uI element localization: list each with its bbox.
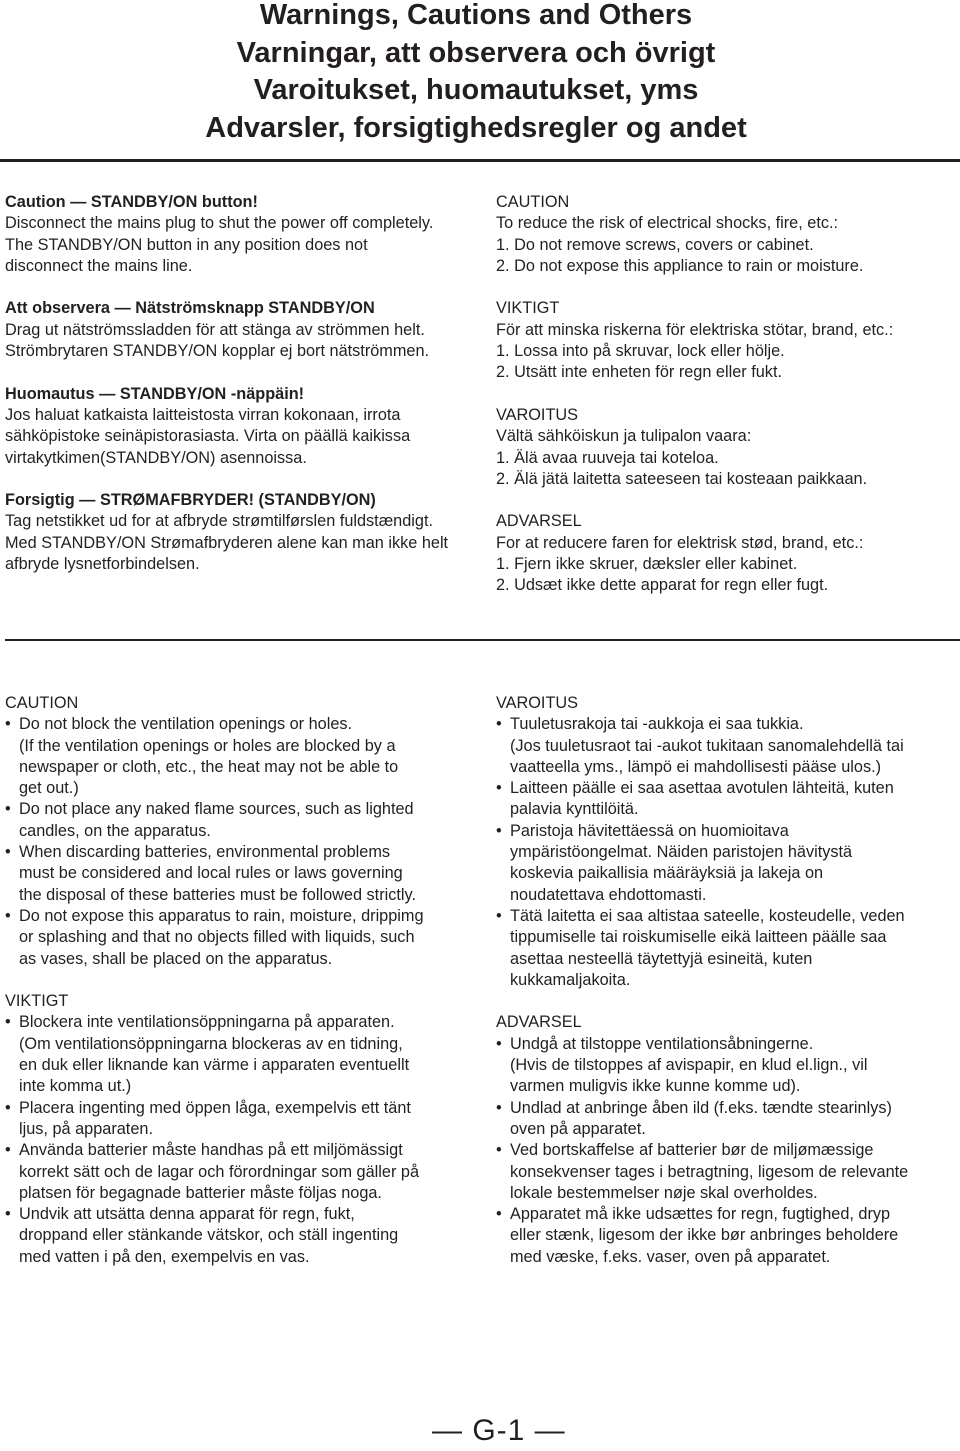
caution-line: Vältä sähköiskun ja tulipalon vaara: (496, 427, 752, 446)
bullet-line: korrekt sätt och de lagar och förordningar som gäller på (19, 1162, 420, 1181)
caution-line: 2. Älä jätä laitetta sateeseen tai kosteaan paikkaan. (496, 469, 868, 488)
bullet-line: vaatteella yms., lämpö ei mahdollisesti pääse ulos.) (510, 757, 882, 776)
caution-line: To reduce the risk of electrical shocks, fire, etc.: (496, 214, 839, 233)
bullet-line: as vases, shall be placed on the apparatus. (19, 949, 333, 968)
bullet-line: ljus, på apparaten. (19, 1119, 153, 1138)
bullet-line: Paristoja hävitettäessä on huomioitava (510, 821, 789, 840)
list-item (496, 906, 956, 991)
notice-heading: Forsigtig — STRØMAFBRYDER! (STANDBY/ON) (5, 491, 376, 510)
bullet-line: palavia kynttilöitä. (510, 800, 639, 819)
ventilation-caution-swedish (5, 991, 475, 1268)
bullet-line: asettaa nesteellä täytettyjä esineitä, kuten (510, 949, 813, 968)
bullet-line: konsekvenser tages i betragtning, ligesom de relevante (510, 1162, 909, 1181)
caution-heading: CAUTION (5, 694, 79, 712)
list-item (496, 1098, 956, 1141)
caution-bullet-list (5, 1012, 475, 1268)
bullet-icon: • (496, 906, 502, 925)
list-item (5, 906, 475, 970)
bullet-line: kukkamaljakoita. (510, 970, 631, 989)
header-divider (0, 159, 960, 162)
list-item (5, 842, 475, 906)
standby-notice-swedish (5, 298, 475, 362)
page-header (0, 0, 960, 151)
bullet-line: Do not place any naked flame sources, such as lighted (19, 800, 414, 819)
bullet-line: Tuuletusrakoja tai -aukkoja ei saa tukkia. (510, 715, 804, 734)
page-title-english: Warnings, Cautions and Others (259, 0, 693, 31)
list-item (5, 1204, 475, 1268)
notice-heading: Caution — STANDBY/ON button! (5, 193, 258, 211)
bullet-icon: • (496, 1098, 502, 1117)
list-item (5, 1098, 475, 1141)
bullet-line: (Jos tuuletusraot tai -aukot tukitaan sanomalehdellä tai (510, 736, 904, 755)
caution-finnish (496, 405, 956, 490)
ventilation-caution-danish (496, 1012, 956, 1268)
bullet-icon: • (496, 821, 502, 840)
bullet-line: newspaper or cloth, etc., the heat may not be able to (19, 757, 399, 776)
caution-heading: CAUTION (496, 193, 570, 211)
bullet-line: Do not block the ventilation openings or holes. (19, 715, 353, 734)
bullet-line: med væske, f.eks. vaser, oven på apparatet. (510, 1247, 831, 1266)
caution-heading: VAROITUS (496, 694, 579, 712)
caution-line: For at reducere faren for elektrisk stød, brand, etc.: (496, 533, 864, 552)
notice-body: Tag netstikket ud for at afbryde strømtilførslen fuldstændigt. Med STANDBY/ON Strømafbryderen alene kan man ikke helt afbryde lysnetforbindelsen. (5, 512, 449, 574)
caution-heading: VIKTIGT (496, 299, 560, 318)
page-title-danish: Advarsler, forsigtighedsregler og andet (205, 112, 747, 145)
bullet-line: get out.) (19, 779, 79, 798)
bullet-line: Undgå at tilstoppe ventilationsåbningerne. (510, 1034, 814, 1053)
caution-heading: ADVARSEL (496, 512, 582, 531)
notice-heading: Att observera — Nätströmsknapp STANDBY/ON (5, 299, 375, 318)
list-item (496, 1140, 956, 1204)
bullet-icon: • (5, 1013, 11, 1032)
caution-line: För att minska riskerna för elektriska stötar, brand, etc.: (496, 320, 894, 339)
bullet-line: en duk eller liknande kan värme i apparaten eventuellt (19, 1056, 410, 1075)
bullet-line: (If the ventilation openings or holes are blocked by a (19, 736, 396, 755)
bullet-icon: • (5, 843, 11, 862)
bullet-line: Tätä laitetta ei saa altistaa sateelle, kosteudelle, veden (510, 906, 905, 925)
bullet-line: eller stænk, ligesom der ikke bør anbringes beholdere (510, 1226, 899, 1245)
bullet-icon: • (5, 715, 11, 734)
caution-danish (496, 511, 956, 596)
caution-heading: VAROITUS (496, 405, 579, 424)
bullet-icon: • (496, 715, 502, 734)
bullet-line: (Om ventilationsöppningarna blockeras av en tidning, (19, 1034, 403, 1053)
bullet-line: (Hvis de tilstoppes af avispapir, en klud el.lign., vil (510, 1056, 868, 1075)
bullet-line: droppand eller stänkande vätskor, och ställ ingenting (19, 1226, 399, 1245)
list-item (5, 1140, 475, 1204)
page-title-finnish: Varoitukset, huomautukset, yms (253, 74, 699, 107)
bullet-line: candles, on the apparatus. (19, 821, 211, 840)
bullet-icon: • (5, 1098, 11, 1117)
bullet-icon: • (5, 906, 11, 925)
caution-bullet-list (5, 714, 475, 970)
bullet-line: ympäristöongelmat. Näiden paristojen hävitystä (510, 843, 853, 862)
standby-notice-english (5, 192, 475, 277)
bullet-line: varmen muligvis ikke kunne komme ud). (510, 1077, 801, 1096)
notice-heading: Huomautus — STANDBY/ON -näppäin! (5, 384, 305, 403)
bullet-line: Apparatet må ikke udsættes for regn, fugtighed, dryp (510, 1205, 891, 1224)
caution-line: 1. Älä avaa ruuveja tai koteloa. (496, 448, 719, 467)
caution-line: 2. Udsæt ikke dette apparat for regn eller fugt. (496, 576, 829, 595)
bullet-line: oven på apparatet. (510, 1119, 646, 1138)
bullet-line: lokale bestemmelser nøje skal overholdes. (510, 1183, 818, 1202)
caution-bullet-list (496, 714, 956, 991)
list-item (5, 714, 475, 799)
bullet-line: Laitteen päälle ei saa asettaa avotulen lähteitä, kuten (510, 779, 894, 798)
list-item (496, 778, 956, 821)
ventilation-cautions-left-column (5, 693, 475, 1289)
notice-body: Drag ut nätströmssladden för att stänga av strömmen helt. Strömbrytaren STANDBY/ON kopplar ej bort nätströmmen. (5, 320, 430, 361)
notice-body: Disconnect the mains plug to shut the power off completely. The STANDBY/ON button in any position does not disconnect the mains line. (5, 214, 434, 275)
caution-heading: ADVARSEL (496, 1013, 582, 1032)
caution-heading: VIKTIGT (5, 992, 69, 1011)
bullet-icon: • (5, 800, 11, 819)
bullet-line: Do not expose this apparatus to rain, moisture, drippimg (19, 906, 424, 925)
bullet-icon: • (496, 1034, 502, 1053)
bullet-line: Placera ingenting med öppen låga, exempelvis ett tänt (19, 1098, 411, 1117)
notice-body: Jos haluat katkaista laitteistosta virran kokonaan, irrota sähköpistoke seinäpistorasiasta. Virta on päällä kaikissa virtakytkimen(STANDBY/ON) asennoissa. (5, 405, 411, 467)
list-item (496, 714, 956, 778)
caution-line: 1. Do not remove screws, covers or cabinet. (496, 235, 814, 254)
standby-notice-danish (5, 490, 475, 575)
list-item (496, 1034, 956, 1098)
bullet-line: koskevia paikallisia määräyksiä ja lakeja on (510, 864, 824, 883)
standby-notices-column (5, 192, 475, 597)
ventilation-cautions-right-column (496, 693, 956, 1289)
bullet-line: tippumiselle tai roiskumiselle eikä laitteen päälle saa (510, 928, 887, 947)
ventilation-caution-english (5, 693, 475, 970)
list-item (496, 1204, 956, 1268)
bullet-icon: • (5, 1141, 11, 1160)
list-item (5, 1012, 475, 1097)
bullet-line: Blockera inte ventilationsöppningarna på apparaten. (19, 1013, 395, 1032)
caution-line: 2. Do not expose this appliance to rain or moisture. (496, 256, 864, 275)
shock-cautions-column (496, 192, 956, 618)
bullet-icon: • (496, 1205, 502, 1224)
standby-notice-finnish (5, 384, 475, 469)
bullet-icon: • (496, 1141, 502, 1160)
bullet-line: med vatten i på den, exempelvis en vas. (19, 1247, 310, 1266)
bullet-line: Undvik att utsätta denna apparat för regn, fukt, (19, 1205, 355, 1224)
caution-swedish (496, 298, 956, 383)
bullet-icon: • (5, 1205, 11, 1224)
section-divider (5, 639, 960, 641)
bullet-line: When discarding batteries, environmental problems (19, 843, 391, 862)
bullet-line: or splashing and that no objects filled with liquids, such (19, 928, 415, 947)
bullet-line: Ved bortskaffelse af batterier bør de miljømæssige (510, 1141, 874, 1160)
bullet-icon: • (496, 779, 502, 798)
bullet-line: Undlad at anbringe åben ild (f.eks. tændte stearinlys) (510, 1098, 892, 1117)
caution-line: 1. Lossa into på skruvar, lock eller hölje. (496, 342, 785, 361)
caution-english (496, 192, 956, 277)
bullet-line: inte komma ut.) (19, 1077, 132, 1096)
list-item (5, 799, 475, 842)
caution-line: 1. Fjern ikke skruer, dæksler eller kabinet. (496, 555, 798, 574)
page-number: — G-1 — (432, 1414, 566, 1447)
page-title-swedish: Varningar, att observera och övrigt (236, 36, 716, 69)
bullet-line: Använda batterier måste handhas på ett miljömässigt (19, 1141, 403, 1160)
bullet-line: noudatettava ehdottomasti. (510, 885, 707, 904)
ventilation-caution-finnish (496, 693, 956, 991)
bullet-line: must be considered and local rules or laws governing (19, 864, 403, 883)
bullet-line: the disposal of these batteries must be followed strictly. (19, 885, 416, 904)
bullet-line: platsen för begagnade batterier måste följas noga. (19, 1183, 382, 1202)
caution-line: 2. Utsätt inte enheten för regn eller fukt. (496, 363, 782, 382)
caution-bullet-list (496, 1034, 956, 1268)
list-item (496, 821, 956, 906)
